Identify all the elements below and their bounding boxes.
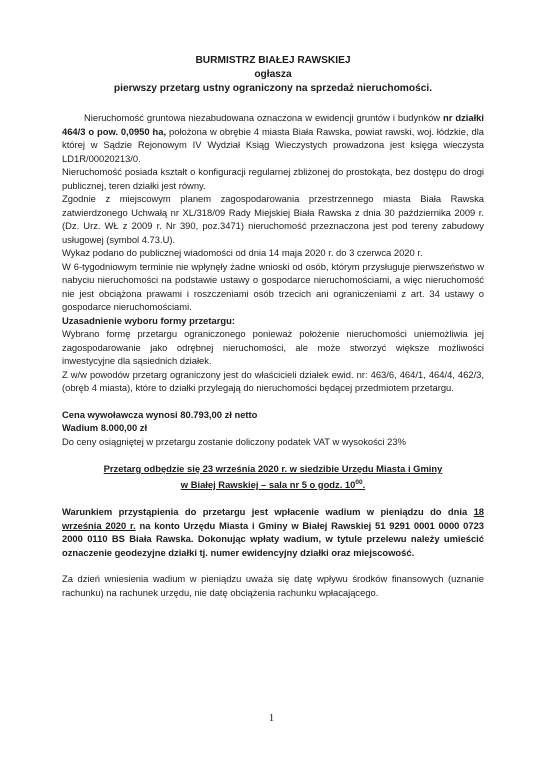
- justification-paragraph: Wybrano formę przetargu ograniczonego ponieważ położenie nieruchomości uniemożliwia jej zagospodarowanie jako odrębnej nieruchomości, ale może stworzyć większe możliwości inwestycyjne dla sąsiednich działek.: [62, 328, 484, 366]
- property-description-rest: położona w obrębie 4 miasta Biała Rawska, powiat rawski, woj. łódzkie, dla której w Sądzie Rejonowym IV Wydział Ksiąg Wieczystych prowadzona jest księga wieczysta LD1R/00020213/0.: [62, 125, 485, 164]
- property-description-paragraph: [62, 111, 484, 165]
- eligible-parcels-paragraph: Z w/w powodów przetarg ograniczony jest do właścicieli działek ewid. nr: 463/6, 464/1, 464/4, 462/3, (obręb 4 miasta), które to działki przylegają do nieruchomości będącej przedmiotem przetargu.: [62, 368, 484, 393]
- property-shape-paragraph: Nieruchomość posiada kształt o konfiguracji regularnej zbliżonej do prostokąta, bez dostępu do drogi publicznej, teren działki jest równy.: [62, 166, 484, 191]
- deposit-date-paragraph: Za dzień wniesienia wadium w pieniądzu uważa się datę wpływu środków finansowych (uznanie rachunku) na rachunek urzędu, nie datę obciążenia rachunku wpłacającego.: [62, 573, 484, 598]
- publication-paragraph: Wykaz podano do publicznej wiadomości od dnia 14 maja 2020 r. do 3 czerwca 2020 r.: [62, 247, 423, 258]
- auction-date-line: Przetarg odbędzie się 23 września 2020 r. w siedzibie Urzędu Miasta i Gminy: [103, 463, 443, 474]
- parcel-number: nr działki 464/3 o pow. 0,0950 ha,: [62, 112, 484, 137]
- zoning-plan-paragraph: Zgodnie z miejscowym planem zagospodarowania przestrzennego miasta Biała Rawska zatwierdzonego Uchwałą nr XL/318/09 Rady Miejskiej Biała Rawska z dnia 30 października 2009 r. (Dz. Urz. WŁ z 2009 r. Nr 390, poz.3471) nieruchomość przeznaczona jest pod tereny zabudowy usługowej (symbol 4.73.U).: [62, 193, 484, 245]
- announcement-title: pierwszy przetarg ustny ograniczony na sprzedaż nieruchomości.: [113, 83, 433, 94]
- page-number: 1: [268, 712, 275, 724]
- issuer-title: BURMISTRZ BIAŁEJ RAWSKIEJ: [195, 55, 351, 66]
- conditions-rest: na konto Urzędu Miasta i Gminy w Białej Rawskiej 51 9291 0001 0000 0723 2000 0110 BS Biała Rawska. Dokonując wpłaty wadium, w tytule przelewu należy umieścić oznaczenie geodezyjne działki tj. numer ewidencyjny działki oraz miejscowość.: [62, 519, 484, 558]
- auction-venue-end: .: [362, 478, 366, 490]
- property-description-intro: Nieruchomość gruntowa niezabudowana oznaczona w ewidencji gruntów i budynków: [84, 112, 444, 123]
- conditions-intro: Warunkiem przystąpienia do przetargu jest wpłacenie wadium w pieniądzu do dnia: [62, 506, 474, 518]
- announces-label: ogłasza: [254, 69, 292, 80]
- document-header: [62, 54, 484, 96]
- vat-note: Do ceny osiągniętej w przetargu zostanie doliczony podatek VAT w wysokości 23%: [62, 435, 406, 447]
- document-page: [62, 54, 484, 599]
- auction-venue-line: [62, 476, 484, 492]
- deposit-deadline: 18 września 2020 r.: [62, 506, 484, 531]
- preemption-paragraph: W 6-tygodniowym terminie nie wpłynęły żadne wnioski od osób, którym przysługuje pierwszeństwo w nabyciu nieruchomości na podstawie ustawy o gospodarce nieruchomościami, a więc nieruchomość nie jest obciążona prawami i roszczeniami osób trzecich ani ograniczeniami z art. 34 ustawy o gospodarce nieruchomościami.: [62, 260, 484, 312]
- deposit-amount: Wadium 8.000,00 zł: [62, 422, 148, 433]
- justification-heading: Uzasadnienie wyboru formy przetargu:: [62, 314, 235, 326]
- starting-price: Cena wywoławcza wynosi 80.793,00 zł netto: [62, 408, 258, 420]
- auction-time-minutes: 00: [355, 478, 363, 486]
- auction-venue-text: w Białej Rawskiej – sala nr 5 o godz. 10: [180, 478, 356, 490]
- participation-conditions-paragraph: [62, 505, 484, 559]
